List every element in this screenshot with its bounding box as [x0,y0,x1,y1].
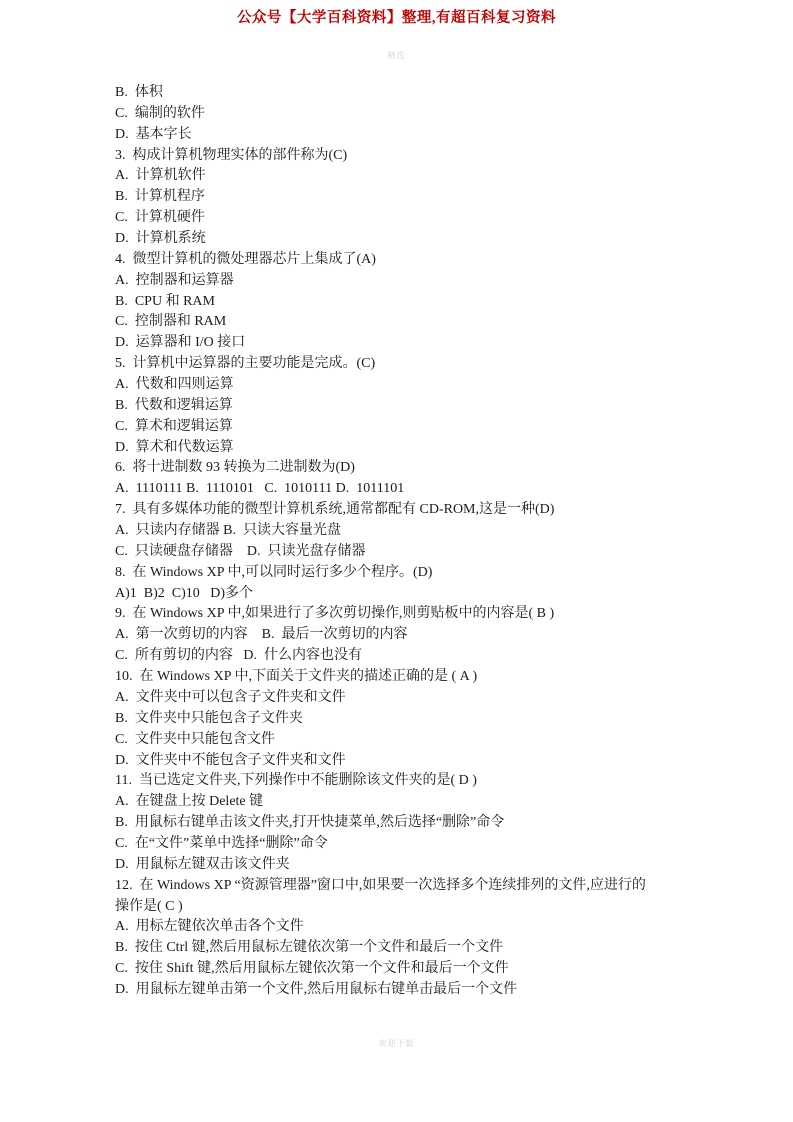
text-line: 8. 在 Windows XP 中,可以同时运行多少个程序。(D) [115,564,433,580]
text-line: A. 控制器和运算器 [115,272,234,288]
document-lines [115,83,773,1001]
text-line: D. 基本字长 [115,126,192,142]
text-line: B. 按住 Ctrl 键,然后用鼠标左键依次第一个文件和最后一个文件 [115,940,504,956]
text-line: C. 算术和逻辑运算 [115,418,233,434]
header-notice: 公众号【大学百科资料】整理,有超百科复习资料 [236,10,557,26]
text-line: 7. 具有多媒体功能的微型计算机系统,通常都配有 CD-ROM,这是一种(D) [115,502,555,518]
bottom-watermark: 欢迎下载 [378,1039,415,1048]
text-line: C. 控制器和 RAM [115,314,227,330]
text-line: 10. 在 Windows XP 中,下面关于文件夹的描述正确的是 ( A ) [115,669,478,685]
text-line: C. 只读硬盘存储器 D. 只读光盘存储器 [115,543,366,559]
text-line: C. 文件夹中只能包含文件 [115,731,275,747]
text-line: A)1 B)2 C)10 D)多个 [115,585,254,601]
text-line: C. 按住 Shift 键,然后用鼠标左键依次第一个文件和最后一个文件 [115,961,509,977]
text-line: C. 所有剪切的内容 D. 什么内容也没有 [115,648,362,664]
text-line: A. 代数和四则运算 [115,377,234,393]
text-line: B. 用鼠标右键单击该文件夹,打开快捷菜单,然后选择“删除”命令 [115,815,505,831]
text-line: B. 体积 [115,85,163,100]
text-line: 11. 当已选定文件夹,下列操作中不能删除该文件夹的是( D ) [115,773,477,789]
text-line: 12. 在 Windows XP “资源管理器”窗口中,如果要一次选择多个连续排列的文件,应进行的 [115,877,646,893]
text-line: B. CPU 和 RAM [115,293,215,309]
text-line: B. 代数和逻辑运算 [115,397,233,413]
text-line: B. 计算机程序 [115,189,205,205]
text-line: C. 编制的软件 [115,105,205,121]
text-line: 6. 将十进制数 93 转换为二进制数为(D) [115,460,355,476]
text-line: A. 第一次剪切的内容 B. 最后一次剪切的内容 [115,627,408,643]
text-line: C. 在“文件”菜单中选择“删除”命令 [115,835,328,851]
text-line: A. 1110111 B. 1110101 C. 1010111 D. 1011101 [115,481,405,497]
text-line: D. 用鼠标左键双击该文件夹 [115,856,290,872]
text-line: 操作是( C ) [115,898,183,914]
text-line: A. 用标左键依次单击各个文件 [115,919,304,935]
text-line: 5. 计算机中运算器的主要功能是完成。(C) [115,356,376,372]
top-watermark: 精选 [387,51,406,60]
text-line: A. 在键盘上按 Delete 键 [115,794,264,810]
text-line: C. 计算机硬件 [115,210,205,226]
text-line: B. 文件夹中只能包含子文件夹 [115,710,303,726]
text-line: D. 运算器和 I/O 接口 [115,335,246,351]
text-line: 4. 微型计算机的微处理器芯片上集成了(A) [115,251,376,267]
text-line: A. 文件夹中可以包含子文件夹和文件 [115,689,346,705]
text-line: D. 计算机系统 [115,231,206,247]
text-line: 9. 在 Windows XP 中,如果进行了多次剪切操作,则剪贴板中的内容是( B ) [115,606,555,622]
text-line: A. 计算机软件 [115,168,206,184]
text-line: D. 文件夹中不能包含子文件夹和文件 [115,752,346,768]
text-line: D. 用鼠标左键单击第一个文件,然后用鼠标右键单击最后一个文件 [115,981,518,997]
text-line: D. 算术和代数运算 [115,439,234,455]
text-line: 3. 构成计算机物理实体的部件称为(C) [115,147,348,163]
text-line: A. 只读内存储器 B. 只读大容量光盘 [115,523,341,539]
